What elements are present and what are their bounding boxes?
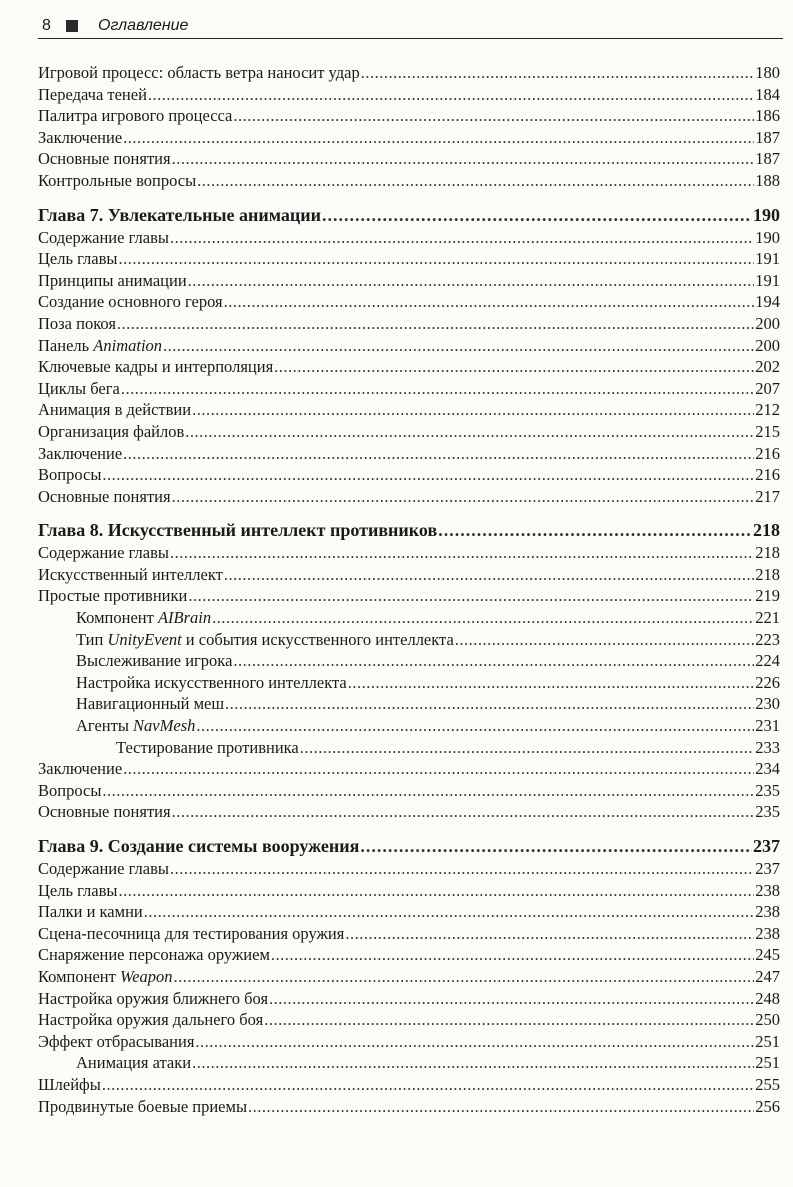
dot-leader bbox=[102, 780, 754, 802]
toc-entry-text: Ключевые кадры и интерполяция bbox=[38, 357, 274, 377]
toc-entry-row bbox=[38, 105, 780, 127]
toc-entry-text: Настройка искусственного интеллекта bbox=[76, 672, 347, 692]
toc-entry-title bbox=[38, 170, 196, 192]
toc-entry-title bbox=[38, 901, 143, 923]
toc-entry-title bbox=[38, 464, 101, 486]
toc-entry-title bbox=[38, 1009, 263, 1031]
toc-page-number: 202 bbox=[755, 357, 780, 377]
toc-entry-title bbox=[38, 880, 118, 902]
toc-page-number: 237 bbox=[753, 836, 780, 856]
toc-entry-text: Тип bbox=[76, 629, 108, 649]
toc-entry-title bbox=[76, 672, 347, 694]
running-header bbox=[38, 14, 783, 39]
toc-entry-text: Компонент bbox=[76, 608, 158, 628]
toc-entry-title bbox=[76, 650, 232, 672]
toc-page-number: 187 bbox=[755, 127, 780, 147]
dot-leader bbox=[123, 758, 754, 780]
toc-page-number: 230 bbox=[755, 694, 780, 714]
toc-entry-text: Панель bbox=[38, 335, 94, 355]
toc-page-number: 245 bbox=[755, 945, 780, 965]
toc-entry-title bbox=[38, 1074, 101, 1096]
dot-leader bbox=[192, 399, 754, 421]
toc-entry-row bbox=[38, 227, 780, 249]
toc-entry-title bbox=[38, 858, 169, 880]
toc-page-number: 238 bbox=[755, 902, 780, 922]
dot-leader bbox=[195, 1031, 754, 1053]
toc-page-number: 223 bbox=[755, 629, 780, 649]
toc-entry-title bbox=[38, 248, 118, 270]
toc-entry-row bbox=[38, 313, 780, 335]
toc-entry-text: Вопросы bbox=[38, 465, 102, 485]
toc-entry-text: Цель главы bbox=[38, 249, 118, 269]
toc-entry-title bbox=[38, 421, 184, 443]
dot-leader bbox=[188, 585, 754, 607]
toc-entry-text: Организация файлов bbox=[38, 421, 185, 441]
toc-entry-row bbox=[38, 650, 780, 672]
dot-leader bbox=[360, 834, 752, 858]
toc-entry-title bbox=[76, 607, 211, 629]
toc-entry-row bbox=[38, 84, 780, 106]
toc-entry-title bbox=[38, 966, 173, 988]
toc-entry-row bbox=[38, 270, 780, 292]
toc-entry-title bbox=[38, 801, 171, 823]
toc-entry-title bbox=[38, 127, 122, 149]
toc-entry-text-tail: и события искусственного интеллекта bbox=[181, 629, 454, 649]
toc-chapter-row bbox=[38, 518, 780, 542]
toc-entry-italic-term: AIBrain bbox=[157, 608, 212, 628]
toc-entry-title bbox=[38, 923, 344, 945]
dot-leader bbox=[197, 170, 754, 192]
dot-leader bbox=[148, 84, 754, 106]
toc-entry-title bbox=[38, 291, 223, 313]
dot-leader bbox=[196, 715, 754, 737]
dot-leader bbox=[144, 901, 755, 923]
toc-entry-title bbox=[38, 758, 122, 780]
toc-entry-italic-term: UnityEvent bbox=[107, 629, 182, 649]
toc-entry-title bbox=[38, 1031, 194, 1053]
toc-entry-title bbox=[38, 780, 101, 802]
dot-leader bbox=[119, 248, 755, 270]
dot-leader bbox=[269, 988, 754, 1010]
toc-entry-title bbox=[38, 542, 169, 564]
toc-entry-title bbox=[38, 227, 169, 249]
toc-entry-text: Цель главы bbox=[38, 880, 118, 900]
toc-chapter-row bbox=[38, 203, 780, 227]
toc-entry-text: Глава 9. Создание системы вооружения bbox=[38, 836, 360, 856]
dot-leader bbox=[233, 105, 754, 127]
toc-entry-row bbox=[38, 564, 780, 586]
toc-page-number: 190 bbox=[755, 227, 780, 247]
toc-page-number: 237 bbox=[755, 859, 780, 878]
toc-entry-row bbox=[38, 62, 780, 84]
toc-entry-title bbox=[76, 715, 195, 737]
toc-page-number: 255 bbox=[755, 1074, 780, 1094]
toc-entry-text: Поза покоя bbox=[38, 313, 116, 333]
toc-entry-row bbox=[38, 693, 780, 715]
toc-entry-text: Основные понятия bbox=[38, 149, 171, 169]
toc-entry-text: Заключение bbox=[38, 759, 123, 779]
toc-entry-row bbox=[38, 758, 780, 780]
toc-page-number: 221 bbox=[755, 608, 780, 628]
dot-leader bbox=[438, 518, 752, 542]
toc-page-number: 250 bbox=[755, 1010, 780, 1030]
toc-entry-title bbox=[76, 1052, 191, 1074]
toc-entry-text: Анимация атаки bbox=[76, 1053, 192, 1073]
toc-entry-title bbox=[38, 105, 232, 127]
toc-entry-text: Глава 7. Увлекательные анимации bbox=[38, 204, 322, 225]
toc-page-number: 233 bbox=[755, 737, 780, 757]
dot-leader bbox=[185, 421, 754, 443]
dot-leader bbox=[348, 672, 755, 694]
toc-page-number: 218 bbox=[753, 520, 780, 541]
toc-page-number: 200 bbox=[755, 313, 780, 333]
toc-page-number: 215 bbox=[755, 421, 780, 441]
toc-entry-italic-term: NavMesh bbox=[133, 716, 196, 736]
toc-page-number: 187 bbox=[755, 149, 780, 169]
toc-entry-text: Содержание главы bbox=[38, 227, 169, 247]
dot-leader bbox=[224, 291, 755, 313]
toc-entry-text: Настройка оружия ближнего боя bbox=[38, 988, 269, 1008]
dot-leader bbox=[345, 923, 754, 945]
toc-entry-text: Шлейфы bbox=[38, 1074, 101, 1094]
toc-page-number: 251 bbox=[755, 1053, 780, 1073]
toc-entry-row bbox=[38, 127, 780, 149]
toc-entry-text: Вопросы bbox=[38, 780, 102, 800]
toc-entry-row bbox=[38, 901, 780, 923]
toc-page-number: 194 bbox=[755, 292, 780, 312]
dot-leader bbox=[117, 313, 754, 335]
dot-leader bbox=[123, 443, 754, 465]
toc-entry-text: Содержание главы bbox=[38, 859, 169, 878]
dot-leader bbox=[271, 944, 754, 966]
dot-leader bbox=[322, 203, 752, 227]
toc-entry-row bbox=[38, 923, 780, 945]
toc-page-number: 217 bbox=[755, 486, 780, 506]
toc-entry-italic-term: Animation bbox=[93, 335, 163, 355]
dot-leader bbox=[188, 270, 755, 292]
toc-entry-text: Содержание главы bbox=[38, 543, 169, 563]
toc-page-number: 191 bbox=[755, 249, 780, 269]
toc-page-number: 212 bbox=[755, 400, 780, 420]
toc-entry-title bbox=[38, 988, 268, 1010]
toc-entry-row bbox=[38, 672, 780, 694]
dot-leader bbox=[233, 650, 754, 672]
toc-entry-row bbox=[38, 356, 780, 378]
toc-page-number: 216 bbox=[755, 443, 780, 463]
toc-entry-title bbox=[38, 486, 171, 508]
toc-page-number: 238 bbox=[755, 880, 780, 900]
toc-entry-row bbox=[38, 966, 780, 988]
toc-entry-title bbox=[38, 335, 162, 357]
toc-entry-row bbox=[38, 335, 780, 357]
toc-entry-row bbox=[38, 291, 780, 313]
toc-entry-row bbox=[38, 1074, 780, 1096]
toc-page-number: 188 bbox=[755, 170, 780, 190]
dot-leader bbox=[170, 227, 754, 249]
toc-entry-text: Палитра игрового процесса bbox=[38, 106, 233, 126]
dot-leader bbox=[300, 737, 755, 759]
toc-entry-row bbox=[38, 629, 780, 651]
toc-entry-text: Навигационный меш bbox=[76, 694, 225, 714]
toc-entry-title bbox=[38, 356, 273, 378]
toc-entry-text: Основные понятия bbox=[38, 486, 171, 506]
dot-leader bbox=[172, 486, 755, 508]
toc-entry-text: Выслеживание игрока bbox=[76, 651, 233, 671]
toc-entry-title bbox=[38, 1096, 247, 1118]
toc-entry-text: Агенты bbox=[76, 716, 134, 736]
dot-leader bbox=[264, 1009, 754, 1031]
dot-leader bbox=[274, 356, 754, 378]
toc-entry-text: Принципы анимации bbox=[38, 270, 187, 290]
dot-leader bbox=[170, 858, 754, 880]
toc-entry-text: Циклы бега bbox=[38, 378, 120, 398]
dot-leader bbox=[455, 629, 754, 651]
dot-leader bbox=[172, 801, 755, 823]
table-of-contents bbox=[38, 62, 780, 1117]
toc-entry-row bbox=[38, 1096, 780, 1118]
toc-entry-text: Анимация в действии bbox=[38, 400, 192, 420]
toc-page-number: 235 bbox=[755, 802, 780, 822]
toc-entry-text: Игровой процесс: область ветра наносит удар bbox=[38, 63, 360, 82]
toc-entry-row bbox=[38, 464, 780, 486]
dot-leader bbox=[170, 542, 754, 564]
toc-entry-title bbox=[38, 518, 437, 542]
toc-entry-text: Эффект отбрасывания bbox=[38, 1031, 195, 1051]
toc-entry-row bbox=[38, 148, 780, 170]
dot-leader bbox=[121, 378, 754, 400]
toc-entry-row bbox=[38, 542, 780, 564]
toc-entry-text: Заключение bbox=[38, 127, 123, 147]
toc-entry-title bbox=[38, 834, 359, 858]
toc-page-number: 207 bbox=[755, 378, 780, 398]
toc-entry-text: Создание основного героя bbox=[38, 292, 223, 312]
toc-entry-row bbox=[38, 737, 780, 759]
toc-entry-row bbox=[38, 486, 780, 508]
toc-entry-text: Основные понятия bbox=[38, 802, 171, 822]
toc-entry-row bbox=[38, 780, 780, 802]
dot-leader bbox=[212, 607, 754, 629]
toc-page-number: 231 bbox=[755, 716, 780, 736]
toc-entry-title bbox=[38, 944, 270, 966]
toc-entry-row bbox=[38, 585, 780, 607]
toc-entry-text: Глава 8. Искусственный интеллект противников bbox=[38, 520, 438, 541]
toc-entry-row bbox=[38, 378, 780, 400]
toc-page-number: 218 bbox=[755, 564, 780, 584]
toc-entry-title bbox=[38, 585, 187, 607]
dot-leader bbox=[225, 693, 754, 715]
toc-chapter-row bbox=[38, 834, 780, 858]
toc-page-number: 235 bbox=[755, 780, 780, 800]
toc-entry-row bbox=[38, 443, 780, 465]
toc-page-number: 226 bbox=[755, 672, 780, 692]
toc-page-number: 251 bbox=[755, 1031, 780, 1051]
toc-entry-row bbox=[38, 421, 780, 443]
toc-page-number: 216 bbox=[755, 465, 780, 485]
toc-entry-row bbox=[38, 399, 780, 421]
running-title: Оглавление bbox=[98, 17, 189, 34]
toc-entry-italic-term: Weapon bbox=[119, 966, 173, 986]
toc-entry-title bbox=[38, 564, 223, 586]
toc-entry-row bbox=[38, 248, 780, 270]
toc-entry-row bbox=[38, 1009, 780, 1031]
toc-entry-title bbox=[38, 313, 116, 335]
toc-page-number: 224 bbox=[755, 651, 780, 671]
toc-page-number: 247 bbox=[755, 966, 780, 986]
dot-leader bbox=[224, 564, 754, 586]
toc-entry-text: Контрольные вопросы bbox=[38, 170, 197, 190]
toc-page-number: 191 bbox=[755, 270, 780, 290]
toc-entry-row bbox=[38, 1052, 780, 1074]
toc-entry-title bbox=[38, 203, 321, 227]
toc-entry-row bbox=[38, 715, 780, 737]
toc-entry-text: Снаряжение персонажа оружием bbox=[38, 945, 270, 965]
dot-leader bbox=[119, 880, 755, 902]
toc-entry-title bbox=[38, 443, 122, 465]
toc-page-number: 180 bbox=[755, 63, 780, 82]
toc-entry-title bbox=[76, 693, 224, 715]
toc-entry-row bbox=[38, 1031, 780, 1053]
toc-entry-title bbox=[38, 62, 360, 84]
toc-entry-row bbox=[38, 607, 780, 629]
square-marker-icon bbox=[66, 20, 78, 32]
toc-page-number: 190 bbox=[753, 204, 780, 225]
toc-page-number: 184 bbox=[755, 84, 780, 104]
toc-entry-row bbox=[38, 858, 780, 880]
toc-entry-text: Продвинутые боевые приемы bbox=[38, 1096, 248, 1116]
toc-entry-title bbox=[38, 148, 171, 170]
dot-leader bbox=[163, 335, 754, 357]
toc-entry-row bbox=[38, 880, 780, 902]
dot-leader bbox=[361, 62, 755, 84]
dot-leader bbox=[123, 127, 754, 149]
toc-entry-title bbox=[38, 84, 147, 106]
toc-entry-text: Палки и камни bbox=[38, 902, 143, 922]
toc-page-number: 218 bbox=[755, 543, 780, 563]
dot-leader bbox=[102, 1074, 754, 1096]
toc-page-number: 238 bbox=[755, 923, 780, 943]
toc-entry-row bbox=[38, 801, 780, 823]
toc-entry-text: Настройка оружия дальнего боя bbox=[38, 1010, 264, 1030]
toc-entry-text: Передача теней bbox=[38, 84, 147, 104]
toc-entry-row bbox=[38, 988, 780, 1010]
dot-leader bbox=[172, 148, 755, 170]
toc-entry-text: Искусственный интеллект bbox=[38, 564, 223, 584]
toc-page-number: 219 bbox=[755, 586, 780, 606]
dot-leader bbox=[174, 966, 755, 988]
toc-entry-title bbox=[38, 270, 187, 292]
toc-page-number: 200 bbox=[755, 335, 780, 355]
toc-page-number: 234 bbox=[755, 759, 780, 779]
toc-page-number: 256 bbox=[755, 1096, 780, 1116]
dot-leader bbox=[248, 1096, 754, 1118]
toc-entry-text: Заключение bbox=[38, 443, 123, 463]
toc-entry-row bbox=[38, 170, 780, 192]
toc-page-number: 186 bbox=[755, 106, 780, 126]
toc-entry-title bbox=[38, 378, 120, 400]
toc-entry-title bbox=[116, 737, 299, 759]
toc-entry-text: Компонент bbox=[38, 966, 120, 986]
toc-entry-title bbox=[38, 399, 191, 421]
dot-leader bbox=[102, 464, 754, 486]
toc-page-number: 248 bbox=[755, 988, 780, 1008]
dot-leader bbox=[192, 1052, 754, 1074]
toc-entry-row bbox=[38, 944, 780, 966]
toc-entry-text: Простые противники bbox=[38, 586, 188, 606]
toc-entry-text: Сцена-песочница для тестирования оружия bbox=[38, 923, 345, 943]
toc-entry-text: Тестирование противника bbox=[116, 737, 299, 757]
toc-entry-title bbox=[76, 629, 454, 651]
page-number: 8 bbox=[42, 17, 51, 34]
